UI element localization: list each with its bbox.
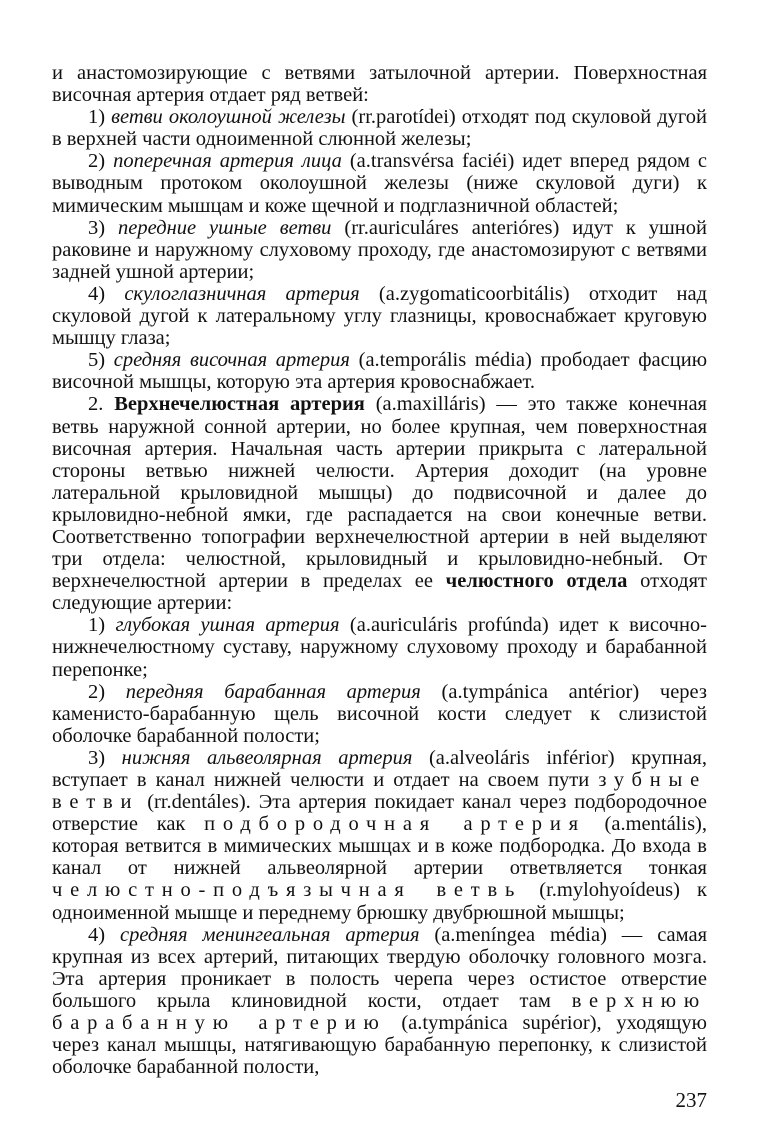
list-marker: 2) [88,680,126,703]
term-bold: челюстного отдела [445,570,628,593]
page-text [52,62,707,1078]
text-run: (a.temporális média) прободает фасцию височной мышцы, которую эта артерия кровоснабжает. [52,349,708,394]
term-italic: нижняя альвеолярная артерия [121,746,413,769]
paragraph [52,283,707,349]
term-spaced: подбородочная артерия [204,813,586,836]
text-run: отходят следующие артерии: [52,570,707,615]
paragraph [52,217,707,283]
paragraph [52,150,707,216]
paragraph [52,747,707,924]
term-italic: поперечная артерия лица [113,150,342,173]
list-marker: 2. [88,393,115,416]
term-bold: Верхнечелюстная артерия [114,393,365,416]
term-italic: глубокая ушная артерия [115,614,340,637]
text-run: (a.tympánica antérior) через каменисто-барабанную щель височной кости следует к слизистой оболочке барабанной полости; [52,680,707,747]
paragraph [52,924,707,1079]
paragraph [52,681,707,747]
text-run: (a.auriculáris profúnda) идет к височно-нижнечелюстному суставу, наружному слуховому проходу и барабанной перепонке; [52,614,708,681]
term-italic: скулоглазничная артерия [124,282,360,305]
term-spaced: верхнюю барабанную артерию [52,989,707,1035]
list-marker: 1) [88,106,112,129]
text-run: (a.tympánica supérior), уходящую через канал мышцы, натягивающую барабанную перепонку, к слизистой оболочке барабанной полости, [52,1012,708,1079]
term-spaced: зубные ветви [52,769,707,814]
list-marker: 1) [88,614,116,637]
paragraph [52,106,707,150]
text-run: (a.maxilláris) — это также конечная ветвь наружной сонной артерии, но более крупная, чем поверхностная височная артерия. Начальная часть артерии прикрыта с латеральной стороны ветвью нижней челюсти. Артерия доходит (на уровне латеральной крыловидной мышцы) до подвисочной и далее до крыловидно-небной ямки, где распадается на свои конечные ветви. Соответственно топографии верхнечелюстной артерии в ней выделяют три отдела: челюстной, крыловидный и крыловидно-небный. От верхнечелюстной артерии в пределах ее [52,393,707,593]
term-italic: передняя барабанная артерия [125,680,421,703]
list-marker: 2) [88,150,114,173]
text-run: (a.alveoláris inférior) крупная, вступает в канал нижней челюсти и отдает на своем пути [52,746,707,791]
text-run: (rr.parotídei) отходят под скуловой дугой в верхней части одноименной слюнной железы; [52,106,708,151]
term-italic: средняя височная артерия [113,349,350,372]
text-run: (a.transvérsa faciéi) идет вперед рядом с выводным протоком околоушной железы (ниже скуловой дуги) к мимическим мышцам и коже щечной и подглазничной областей; [52,150,708,217]
paragraph [52,614,707,680]
paragraph [52,349,707,393]
text-run: (a.meníngea média) — самая крупная из всех артерий, питающих твердую оболочку головного мозга. Эта артерия проникает в полость черепа через остистое отверстие большого крыла клиновидной кости, отдает там [52,923,707,1012]
text-run: (a.mentális), которая ветвится в мимических мышцах и в коже подбородка. До входа в канал от нижней альвеолярной артерии ответвляется тонкая [52,813,708,880]
list-marker: 3) [88,746,122,769]
text-run: (rr.dentáles). Эта артерия покидает канал через подбородочное отверстие как [52,791,707,836]
term-italic: средняя менингеальная артерия [119,923,420,946]
term-spaced: челюстно-подъязычная ветвь [52,879,523,902]
term-italic: ветви околоушной железы [111,106,346,129]
term-italic: передние ушные ветви [118,216,332,239]
page-number: 237 [675,1088,707,1112]
paragraph [52,62,707,106]
text-run: (a.zygomaticoorbitális) отходит над скуловой дугой к латеральному углу глазницы, кровоснабжает круговую мышцу глаза; [52,282,708,350]
list-marker: 4) [88,923,120,946]
text-run: и анастомозирующие с ветвями затылочной артерии. Поверхностная височная артерия отдает ряд ветвей: [52,62,707,107]
paragraph [52,393,707,614]
list-marker: 3) [88,216,119,239]
text-run: (r.mylohyoídeus) к одноименной мышце и переднему брюшку двубрюшной мышцы; [52,879,707,924]
list-marker: 5) [88,349,114,372]
list-marker: 4) [88,282,125,305]
text-run: (rr.auriculáres anterióres) идут к ушной раковине и наружному слуховому проходу, где анастомозируют с ветвями задней ушной артерии; [52,216,708,283]
